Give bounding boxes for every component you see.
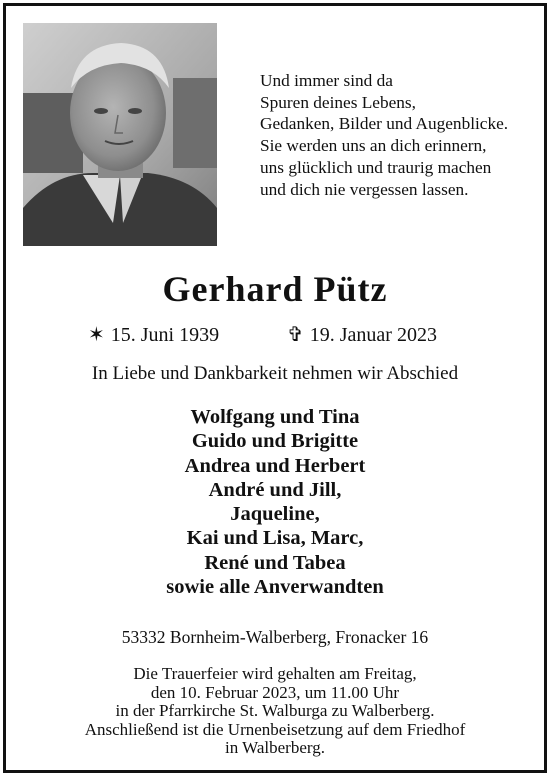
service-line: Die Trauerfeier wird gehalten am Freitag, xyxy=(133,664,417,683)
life-dates xyxy=(6,322,544,348)
poem-line: uns glücklich und traurig machen xyxy=(260,157,492,177)
mourner-line: Guido und Brigitte xyxy=(191,430,359,453)
service-line: in der Pfarrkirche St. Walburga zu Walberberg. xyxy=(115,701,435,721)
portrait-image xyxy=(23,23,217,246)
mourner-line: René und Tabea xyxy=(204,551,346,574)
poem-line: Spuren deines Lebens, xyxy=(260,92,416,112)
death-cross-icon: ✞ xyxy=(287,324,304,346)
poem-line: Gedanken, Bilder und Augenblicke. xyxy=(260,114,509,134)
mourner-line: Wolfgang und Tina xyxy=(190,406,360,428)
service-details xyxy=(6,665,544,758)
portrait-photo xyxy=(23,23,217,246)
birth-star-icon: ✶ xyxy=(88,324,105,346)
poem-line: Sie werden uns an dich erinnern, xyxy=(260,136,487,156)
mourner-line: sowie alle Anverwandten xyxy=(166,576,384,599)
deceased-name: Gerhard Pütz xyxy=(162,269,388,309)
death-date-text: 19. Januar 2023 xyxy=(309,324,437,346)
farewell-intro: In Liebe und Dankbarkeit nehmen wir Abschied xyxy=(91,363,459,384)
mourner-line: Kai und Lisa, Marc, xyxy=(186,527,364,550)
birth-date xyxy=(88,322,219,347)
mourner-line: André und Jill, xyxy=(208,478,342,501)
mourner-line: Jaqueline, xyxy=(230,503,320,526)
birth-date-text: 15. Juni 1939 xyxy=(110,324,220,346)
poem-line: und dich nie vergessen lassen. xyxy=(260,179,469,199)
poem-line: Und immer sind da xyxy=(260,71,393,90)
poem xyxy=(260,70,530,200)
obituary-card xyxy=(3,3,547,773)
service-line: in Walberberg. xyxy=(225,738,325,758)
death-date xyxy=(287,322,437,347)
mourner-line: Andrea und Herbert xyxy=(184,454,366,477)
service-line: Anschließend ist die Urnenbeisetzung auf dem Friedhof xyxy=(84,719,466,739)
address: 53332 Bornheim-Walberberg, Fronacker 16 xyxy=(121,627,429,647)
service-line: den 10. Februar 2023, um 11.00 Uhr xyxy=(150,682,400,702)
mourners-list xyxy=(6,405,544,599)
